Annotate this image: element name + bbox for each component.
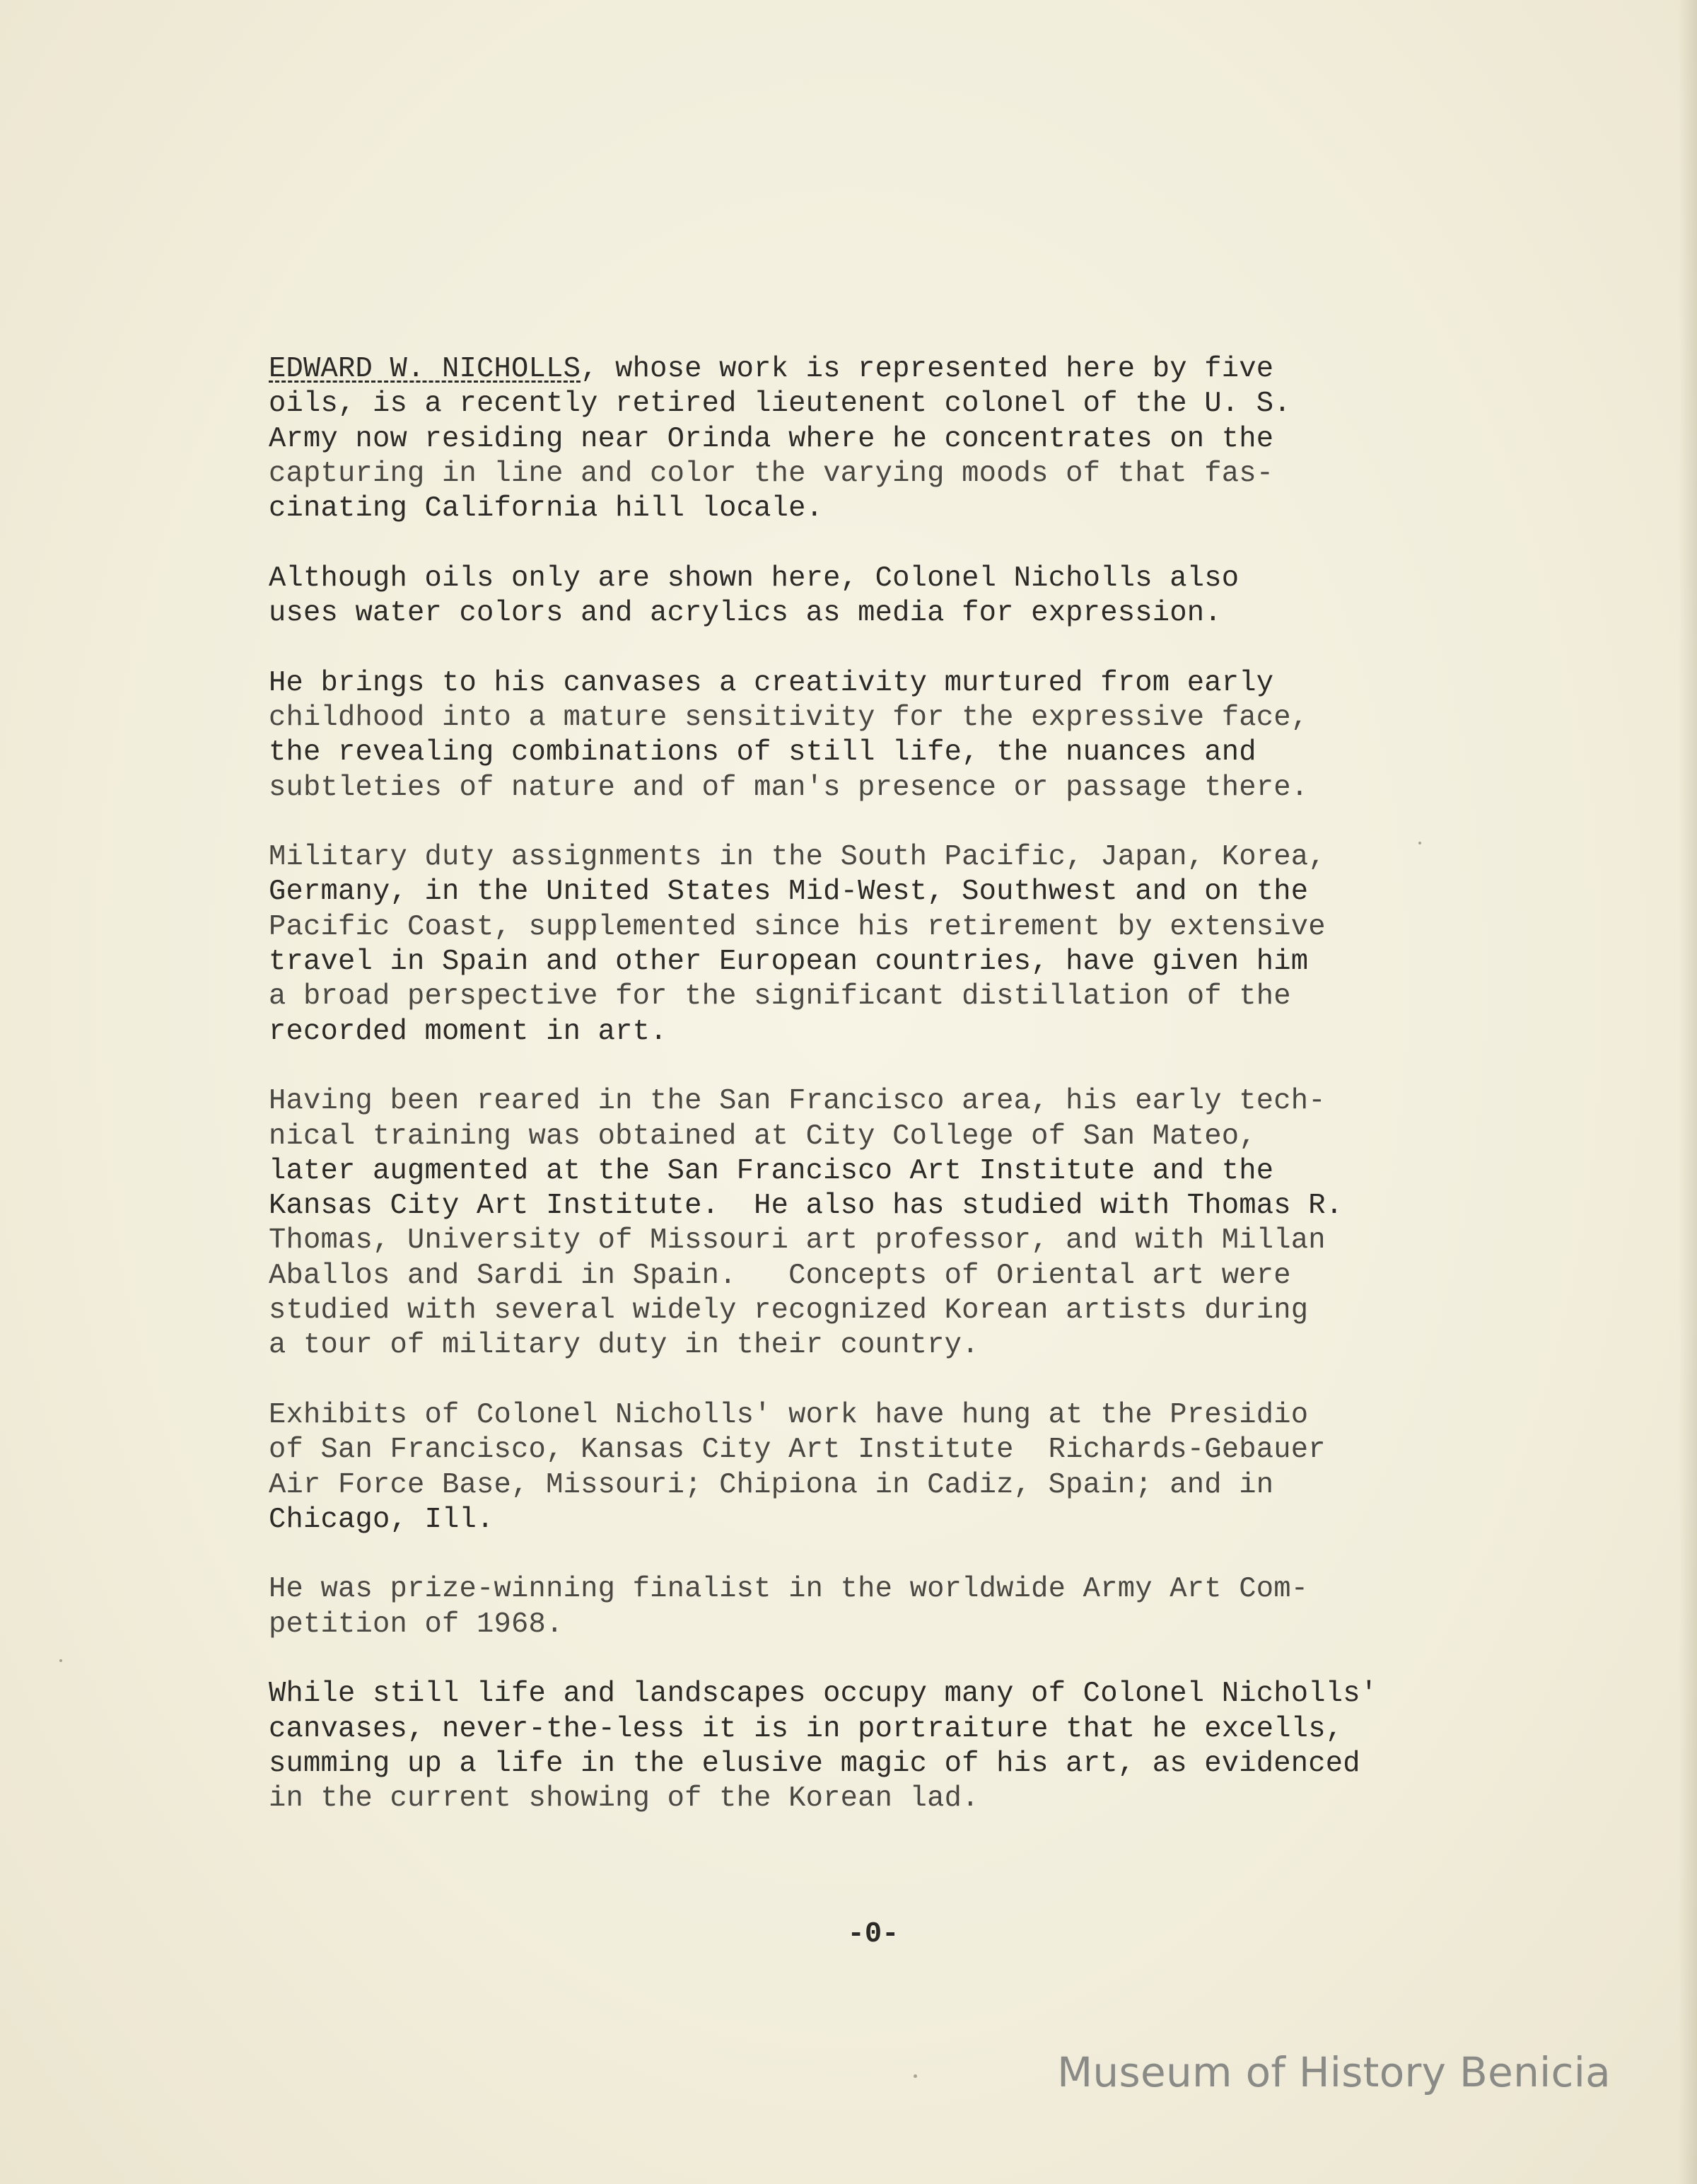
- paragraph-training: [269, 1084, 1669, 1363]
- text-line: He was prize-winning finalist in the worldwide Army Art Com-: [269, 1573, 1309, 1606]
- paragraph-media: [269, 562, 1669, 632]
- text-line: later augmented at the San Francisco Art Institute and the: [269, 1154, 1274, 1187]
- text-line: canvases, never-the-less it is in portraiture that he excells,: [269, 1712, 1343, 1746]
- text-line: recorded moment in art.: [269, 1015, 667, 1048]
- text-line: subtleties of nature and of man's presence or passage there.: [269, 771, 1309, 804]
- text-line: uses water colors and acrylics as media for expression.: [269, 597, 1222, 630]
- text-line: He brings to his canvases a creativity murtured from early: [269, 666, 1274, 699]
- text-line: capturing in line and color the varying moods of that fas-: [269, 457, 1274, 490]
- paragraph-intro: [269, 352, 1669, 526]
- end-of-text-mark: -0-: [847, 1918, 899, 1951]
- text-line: nical training was obtained at City College of San Mateo,: [269, 1120, 1256, 1153]
- text-line: Exhibits of Colonel Nicholls' work have hung at the Presidio: [269, 1398, 1309, 1431]
- text-line: summing up a life in the elusive magic of his art, as evidenced: [269, 1747, 1360, 1780]
- text-line: travel in Spain and other European countries, have given him: [269, 946, 1309, 979]
- artist-name-heading: EDWARD W. NICHOLLS: [269, 353, 581, 385]
- text-line: childhood into a mature sensitivity for the expressive face,: [269, 701, 1309, 734]
- heading-line-rest: , whose work is represented here by five: [581, 353, 1274, 385]
- text-line: in the current showing of the Korean lad.: [269, 1782, 979, 1816]
- text-line: Kansas City Art Institute. He also has studied with Thomas R.: [269, 1190, 1343, 1223]
- paper-speck: [914, 2074, 917, 2078]
- text-line: a broad perspective for the significant distillation of the: [269, 980, 1291, 1013]
- text-line: Military duty assignments in the South Pacific, Japan, Korea,: [269, 841, 1326, 874]
- museum-watermark: Museum of History Benicia: [1057, 2048, 1611, 2096]
- text-line: oils, is a recently retired lieutenent colonel of the U. S.: [269, 388, 1291, 421]
- paragraph-exhibits: [269, 1398, 1669, 1538]
- paragraph-portraiture: [269, 1677, 1669, 1816]
- text-line: cinating California hill locale.: [269, 492, 824, 525]
- text-line: Thomas, University of Missouri art professor, and with Millan: [269, 1224, 1326, 1257]
- text-line: Chicago, Ill.: [269, 1503, 494, 1536]
- text-line: Aballos and Sardi in Spain. Concepts of Oriental art were: [269, 1259, 1291, 1292]
- typed-text-body: [269, 352, 1669, 1852]
- text-line: While still life and landscapes occupy many of Colonel Nicholls': [269, 1678, 1378, 1711]
- paragraph-prize: [269, 1572, 1669, 1642]
- text-line: Pacific Coast, supplemented since his retirement by extensive: [269, 910, 1326, 943]
- text-line: the revealing combinations of still life, the nuances and: [269, 736, 1256, 769]
- text-line: studied with several widely recognized Korean artists during: [269, 1294, 1309, 1328]
- text-line: Army now residing near Orinda where he concentrates on the: [269, 422, 1274, 455]
- text-line: of San Francisco, Kansas City Art Institute Richards-Gebauer: [269, 1434, 1326, 1467]
- text-line: a tour of military duty in their country.: [269, 1329, 979, 1362]
- text-line: Although oils only are shown here, Colonel Nicholls also: [269, 562, 1240, 595]
- text-line: Having been reared in the San Francisco area, his early tech-: [269, 1085, 1326, 1118]
- text-line: Germany, in the United States Mid-West, Southwest and on the: [269, 876, 1309, 909]
- paper-edge-shadow: [1679, 0, 1697, 2184]
- paragraph-creativity: [269, 666, 1669, 806]
- paper-speck: [59, 1659, 62, 1662]
- paragraph-military: [269, 840, 1669, 1050]
- text-line: Air Force Base, Missouri; Chipiona in Cadiz, Spain; and in: [269, 1468, 1274, 1502]
- text-line: petition of 1968.: [269, 1608, 564, 1641]
